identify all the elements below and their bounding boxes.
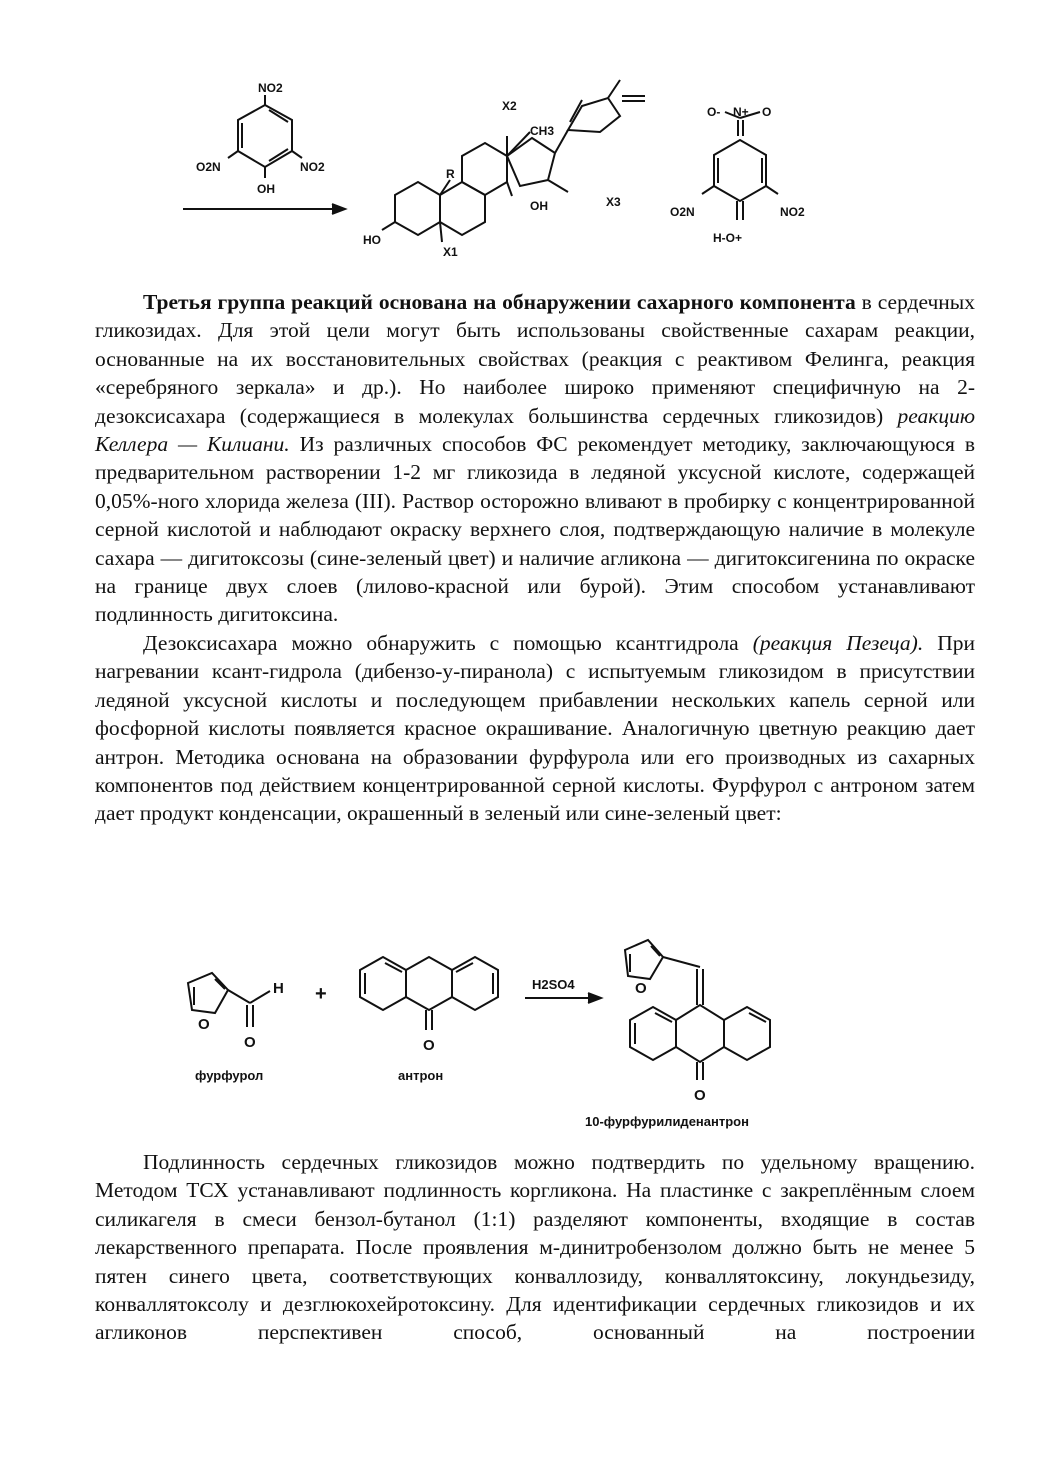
label-oh-c14: OH <box>530 199 548 213</box>
label-x2: X2 <box>502 99 517 113</box>
paragraph-1-text-a: в сердечных гликозидах. Для этой цели могут быть использованы свойственные сахарам реакции, основанные на их восстановительных свойствах (реакция с реактивом Фелинга, реакция «серебряного зеркала» и др.). Но наиболее широко применяют специфичную на 2-дезоксисахара (содержащиеся в молекулах большинства сердечных гликозидов) <box>95 290 975 428</box>
product-furan-o: O <box>635 980 647 997</box>
reaction-scheme-furfural-anthrone <box>170 925 870 1135</box>
anthrone-label: антрон <box>398 1068 444 1083</box>
product-carbonyl-o: O <box>694 1087 706 1104</box>
paragraph-3: Подлинность сердечных гликозидов можно подтвердить по удельному вращению. Методом ТСХ устанавливают подлинность коргликона. На пластинке с закреплённым слоем силикагеля в смеси бензол-бутанол (1:1) разделяют компоненты, входящие в состав лекарственного препарата. После проявления м-динитробензолом должно быть не менее 5 пятен синего цвета, соответствующих конваллозиду, конваллятоксину, локундьезиду, конваллятоксолу и дезглюкохейротоксину. Для идентификации сердечных гликозидов и их агликонов перспективен способ, основанный на построении <box>95 1150 975 1345</box>
furfural-carbonyl-o: O <box>244 1034 256 1051</box>
product-no2-right: NO2 <box>780 205 805 219</box>
picric-oh: OH <box>257 182 275 196</box>
reagent-h2so4: H2SO4 <box>532 977 575 992</box>
label-r: R <box>446 167 455 181</box>
picric-no2-left: O2N <box>196 160 221 174</box>
label-ch3: CH3 <box>530 124 555 138</box>
product-o-minus: O- <box>707 105 721 119</box>
label-ho: HO <box>363 233 381 247</box>
text-block-lower <box>95 1148 975 1347</box>
paragraph-2-text-b: При нагревании ксант-гидрола (дибензо-у-пиранола) с испытуемым гликозидом в присутствии ледяной уксусной кислоты и последующем прибавлении нескольких капель серной или фосфорной кислоты появляется красное окрашивание. Аналогичную цветную реакцию дает антрон. Методика основана на образовании фурфурола или его производных из сахарных компонентов под действием концентрированной серной кислоты. Фурфурол с антроном затем дает продукт конденсации, окрашенный в зеленый или сине-зеленый цвет: <box>95 630 976 826</box>
reaction-scheme-picric-acid <box>150 70 850 270</box>
paragraph-1-italic: реакцию Келлера — Килиани. <box>95 403 975 457</box>
product-no2-left: O2N <box>670 205 695 219</box>
furfural-ring-o: O <box>198 1016 210 1033</box>
product-n-plus: N+ <box>733 105 749 119</box>
paragraph-1-text-b: Из различных способов ФС рекомендует методику, заключающуюся в предварительном растворении 1-2 мг гликозида в ледяной уксусной кислоте, содержащей 0,05%-ного хлорида железа (III). Раствор осторожно вливают в пробирку с концентрированной серной кислотой и наблюдают окраску верхнего слоя, подтверждающую наличие в молекуле сахара — дигитоксозы (сине-зеленый цвет) и наличие агликона — дигитоксигенина по окраске на границе двух слоев (лилово-красной или бурой). Этим способом устанавливают подлинность дигитоксина. <box>95 432 975 627</box>
product-h-o: H-O+ <box>713 231 743 245</box>
product-label: 10-фурфурилиденантрон <box>585 1114 749 1129</box>
anthrone-carbonyl-o: O <box>423 1037 435 1054</box>
paragraph-1 <box>95 288 975 629</box>
text-block-upper <box>95 288 975 828</box>
picric-no2-right: NO2 <box>300 160 325 174</box>
label-x1: X1 <box>443 245 458 259</box>
paragraph-2 <box>95 629 975 828</box>
paragraph-2-text-a: Дезоксисахара можно обнаружить с помощью ксантгидрола <box>143 630 753 655</box>
product-o-right: O <box>762 105 772 119</box>
furfural-label: фурфурол <box>195 1068 264 1083</box>
paragraph-1-bold-lead: Третья группа реакций основана на обнаружении сахарного компонента <box>143 290 856 314</box>
furfural-h: H <box>273 980 284 997</box>
label-x3: X3 <box>606 195 621 209</box>
paragraph-2-italic: (реакция Пезеца). <box>752 630 924 655</box>
picric-no2-top: NO2 <box>258 81 283 95</box>
plus-sign: + <box>315 983 327 1005</box>
